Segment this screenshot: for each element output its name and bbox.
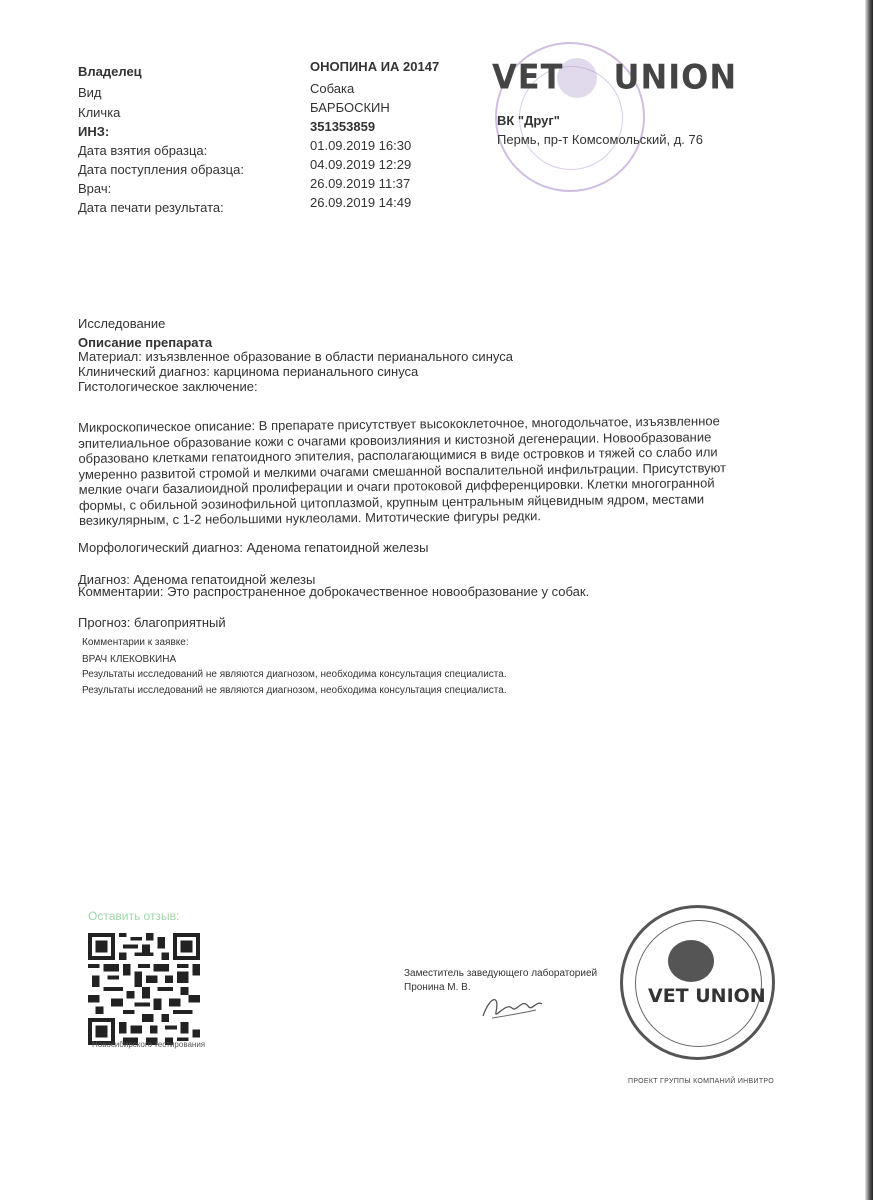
project-note: ПРОЕКТ ГРУППЫ КОМПАНИЙ ИНВИТРО <box>628 1078 774 1085</box>
owner-value: ОНОПИНА ИА 20147 <box>310 59 440 74</box>
comments: Комментарии: Это распространенное доброкачественное новообразование у собак. <box>78 584 590 599</box>
feedback-qr-code[interactable] <box>88 933 200 1045</box>
signer-title: Заместитель заведующего лабораторией <box>404 968 598 979</box>
micro-line: формы, с обильной эозинофильной цитоплазмой, крупным центральным яйцевидным ядром, местами <box>78 490 705 513</box>
species-value: Собака <box>310 81 355 96</box>
clinic-address: Пермь, пр-т Комсомольский, д. 76 <box>497 132 703 147</box>
section-title: Описание препарата <box>78 335 213 350</box>
scan-edge <box>865 0 873 1200</box>
order-doctor: ВРАЧ КЛЕКОВКИНА <box>82 654 177 665</box>
name-value: БАРБОСКИН <box>310 100 390 115</box>
print-date-label: Дата печати результата: <box>78 200 224 215</box>
stamp-logo: VET UNION <box>648 985 766 1007</box>
inz-value: 351353859 <box>310 119 376 134</box>
micro-line: Микроскопическое описание: В препарате присутствует высококлеточное, многодольчатое, изъязвленное <box>78 413 720 435</box>
disclaimer-1: Результаты исследований не являются диагнозом, необходима консультация специалиста. <box>82 669 507 680</box>
micro-line: везикулярным, с 1-2 небольшими нуклеолами. Митотические фигуры редки. <box>78 508 542 528</box>
doctor-label: Врач: <box>78 181 112 196</box>
histology-line: Гистологическое заключение: <box>78 379 258 394</box>
material-line: Материал: изъязвленное образование в области перианального синуса <box>78 349 513 364</box>
micro-line: умеренно развитой стромой и мелкими очагами смешанной воспалительной инфильтрации. Присутствуют <box>78 459 727 482</box>
micro-line: образовано клетками гепатоидного эпителия, располагающимися в виде островков и тяжей со слабо или <box>78 444 718 466</box>
clinical-diagnosis-line: Клинический диагноз: карцинома перианального синуса <box>78 364 419 379</box>
sample-taken-label: Дата взятия образца: <box>78 143 208 158</box>
diagnosis: Диагноз: Аденома гепатоидной железы <box>78 572 316 587</box>
owner-label: Владелец <box>78 64 142 79</box>
inz-label: ИНЗ: <box>78 124 110 139</box>
micro-line: мелкие очаги базалиоидной пролиферации и очаги протоковой дифференцировки. Клетки многогранной <box>78 475 715 497</box>
signature <box>478 988 548 1028</box>
doctor-value: 26.09.2019 11:37 <box>310 176 411 191</box>
clinic-name: ВК "Друг" <box>497 113 560 128</box>
lab-stamp <box>620 905 775 1060</box>
sample-taken-value: 01.09.2019 16:30 <box>310 138 412 153</box>
morph-diagnosis: Морфологический диагноз: Аденома гепатоидной железы <box>78 540 429 555</box>
microscopic-description <box>78 413 727 528</box>
micro-line: эпителиальное образование кожи с очагами кровоизлияния и кистозной дегенерации. Новообразование <box>78 428 712 451</box>
signer-name: Пронина М. В. <box>404 982 471 993</box>
vet-union-logo: VET UNION <box>492 57 738 97</box>
qr-caption: Новосибирского тестирования <box>92 1040 206 1049</box>
sample-received-label: Дата поступления образца: <box>78 162 244 177</box>
stamp-elephant-icon <box>668 940 714 982</box>
species-label: Вид <box>78 85 102 100</box>
order-comments-label: Комментарии к заявке: <box>82 637 189 648</box>
prognosis: Прогноз: благоприятный <box>78 615 226 630</box>
feedback-label: Оставить отзыв: <box>88 909 180 923</box>
name-label: Кличка <box>78 105 121 120</box>
disclaimer-2: Результаты исследований не являются диагнозом, необходима консультация специалиста. <box>82 685 507 696</box>
print-date-value: 26.09.2019 14:49 <box>310 195 412 210</box>
sample-received-value: 04.09.2019 12:29 <box>310 157 412 172</box>
study-label: Исследование <box>78 316 166 331</box>
